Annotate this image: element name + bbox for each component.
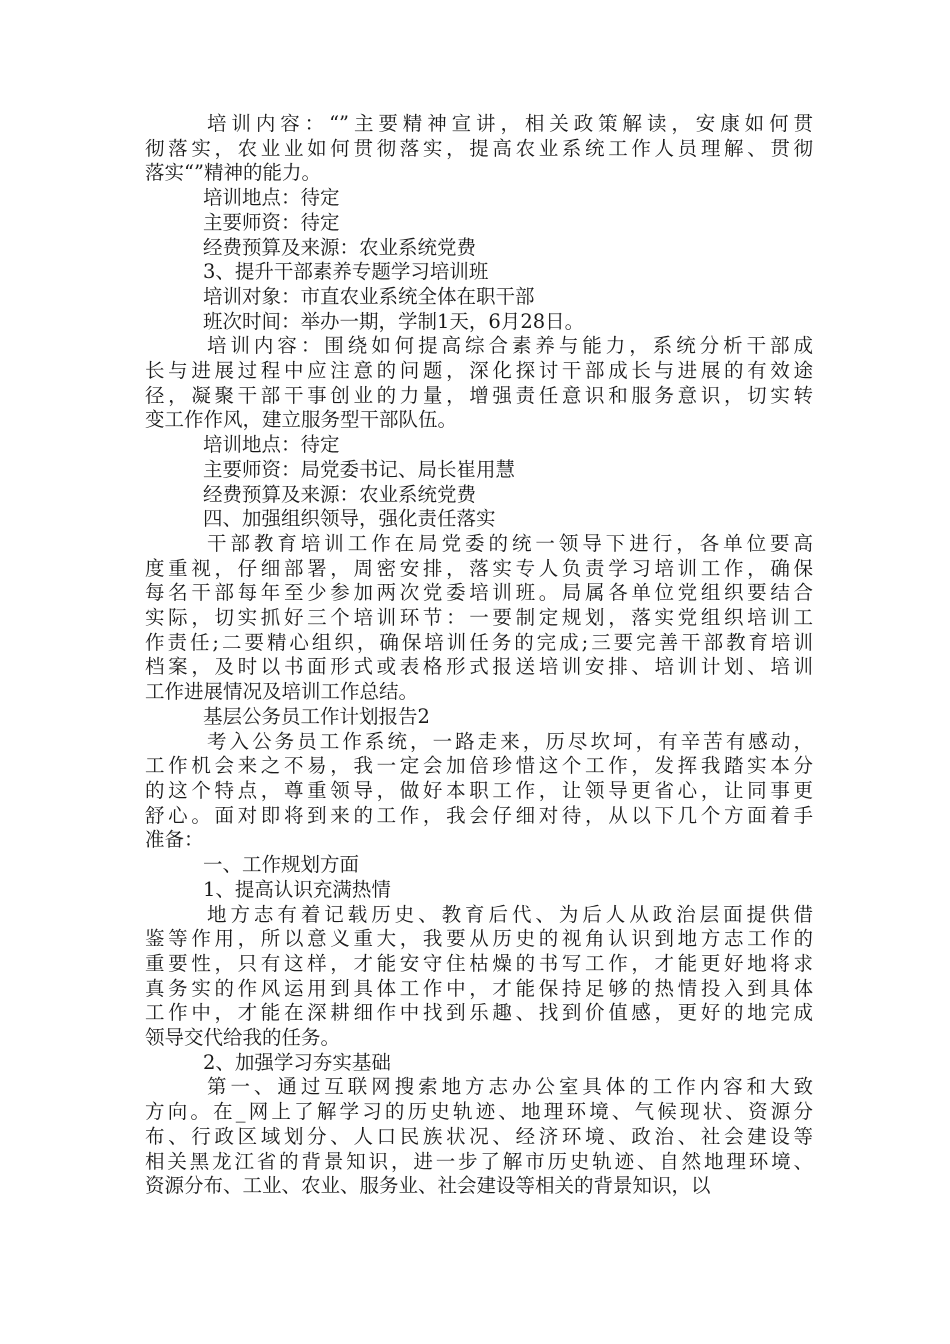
paragraph (145, 730, 813, 854)
text-line: 领导交代给我的任务。 (145, 1026, 341, 1050)
paragraph (145, 507, 813, 532)
paragraph (145, 112, 813, 186)
text-line: 主要师资：待定 (203, 210, 340, 234)
text-line: 落实“”精神的能力。 (145, 161, 321, 185)
paragraph (145, 1051, 813, 1076)
text-line: 培训内容：“”主要精神宣讲，相关政策解读，安康如何贯 (207, 112, 813, 135)
text-line: 实际，切实抓好三个培训环节：一要制定规划，落实党组织培训工 (145, 606, 813, 630)
document-page (145, 112, 813, 1199)
paragraph (145, 285, 813, 310)
paragraph (145, 903, 813, 1051)
paragraph (145, 334, 813, 433)
text-line: 第一、通过互联网搜索地方志办公室具体的工作内容和大致 (207, 1075, 813, 1099)
text-line: 重要性，只有这样，才能安守住枯燥的书写工作，才能更好地将求 (145, 951, 813, 975)
text-line: 主要师资：局党委书记、局长崔用慧 (203, 457, 516, 481)
text-line: 资源分布、工业、农业、服务业、社会建设等相关的背景知识，以 (145, 1174, 711, 1198)
paragraph (145, 310, 813, 335)
paragraph (145, 186, 813, 211)
text-line: 的这个特点，尊重领导，做好本职工作，让领导更省心，让同事更 (145, 778, 813, 802)
paragraph (145, 236, 813, 261)
text-line: 培训地点：待定 (203, 186, 340, 210)
text-line: 径，凝聚干部干事创业的力量，增强责任意识和服务意识，切实转 (145, 383, 813, 407)
text-line: 工作机会来之不易，我一定会加倍珍惜这个工作，发挥我踏实本分 (145, 754, 813, 778)
text-line: 每名干部每年至少参加两次党委培训班。局属各单位党组织要结合 (145, 581, 813, 605)
paragraph (145, 433, 813, 458)
text-line: 干部教育培训工作在局党委的统一领导下进行，各单位要高 (207, 531, 813, 555)
paragraph (145, 705, 813, 730)
paragraph (145, 483, 813, 508)
text-line: 档案，及时以书面形式或表格形式报送培训安排、培训计划、培训 (145, 655, 813, 679)
paragraph (145, 211, 813, 236)
text-line: 经费预算及来源：农业系统党费 (203, 482, 477, 506)
text-line: 鉴等作用，所以意义重大，我要从历史的视角认识到地方志工作的 (145, 927, 813, 951)
paragraph (145, 878, 813, 903)
paragraph (145, 260, 813, 285)
text-line: 舒心。面对即将到来的工作，我会仔细对待，从以下几个方面着手 (145, 803, 813, 827)
text-line: 准备： (145, 828, 204, 852)
text-line: 培训对象：市直农业系统全体在职干部 (203, 284, 535, 308)
text-line: 相关黑龙江省的背景知识，进一步了解市历史轨迹、自然地理环境、 (145, 1149, 813, 1173)
text-line: 一、工作规划方面 (203, 853, 360, 877)
text-line: 3、提升干部素养专题学习培训班 (203, 260, 489, 284)
text-line: 培训地点：待定 (203, 433, 340, 457)
text-line: 长与进展过程中应注意的问题，深化探讨干部成长与进展的有效途 (145, 359, 813, 383)
text-line: 2、加强学习夯实基础 (203, 1050, 391, 1074)
text-line: 真务实的作风运用到具体工作中，才能保持足够的热情投入到具体 (145, 976, 813, 1000)
text-line: 经费预算及来源：农业系统党费 (203, 235, 477, 259)
text-line: 培训内容：围绕如何提高综合素养与能力，系统分析干部成 (207, 334, 813, 358)
text-line: 地方志有着记载历史、教育后代、为后人从政治层面提供借 (207, 902, 813, 926)
text-line: 1、提高认识充满热情 (203, 877, 391, 901)
text-line: 工作中，才能在深耕细作中找到乐趣、找到价值感，更好的地完成 (145, 1001, 813, 1025)
paragraph (145, 853, 813, 878)
text-line: 工作进展情况及培训工作总结。 (145, 680, 419, 704)
paragraph (145, 532, 813, 705)
text-line: 度重视，仔细部署，周密安排，落实专人负责学习培训工作，确保 (145, 556, 813, 580)
text-line: 四、加强组织领导，强化责任落实 (203, 507, 496, 531)
text-line: 彻落实，农业业如何贯彻落实，提高农业系统工作人员理解、贯彻 (145, 136, 813, 160)
text-line: 作责任;二要精心组织，确保培训任务的完成;三要完善干部教育培训 (145, 630, 813, 654)
text-line: 变工作作风，建立服务型干部队伍。 (145, 408, 458, 432)
paragraph (145, 458, 813, 483)
text-line: 方向。在_网上了解学习的历史轨迹、地理环境、气候现状、资源分 (145, 1100, 813, 1124)
text-line: 基层公务员工作计划报告2 (203, 704, 430, 728)
text-line: 考入公务员工作系统，一路走来，历尽坎坷，有辛苦有感动， (207, 729, 813, 753)
text-line: 布、行政区域划分、人口民族状况、经济环境、政治、社会建设等 (145, 1124, 813, 1148)
text-line: 班次时间：举办一期，学制1天，6月28日。 (203, 309, 585, 333)
paragraph (145, 1075, 813, 1199)
